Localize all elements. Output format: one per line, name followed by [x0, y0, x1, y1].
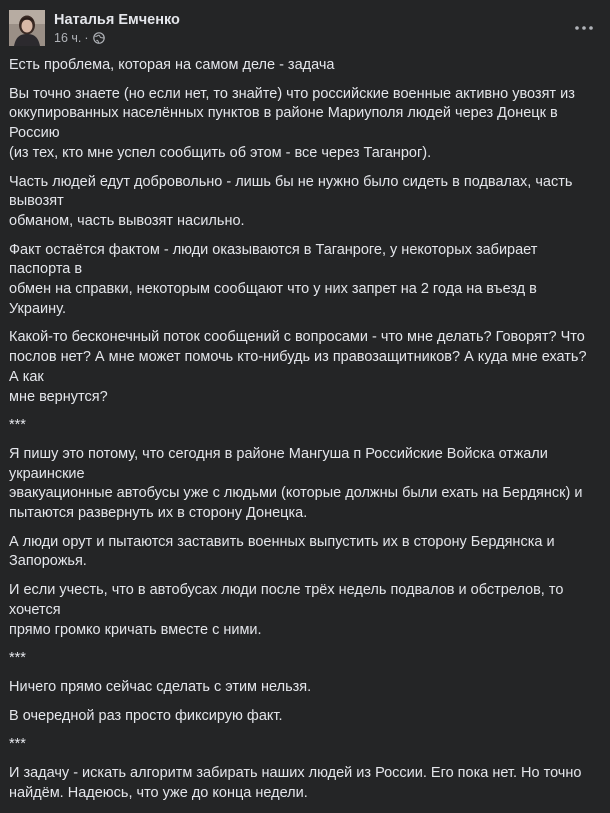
post-paragraph: В очередной раз просто фиксирую факт.: [9, 707, 283, 724]
avatar[interactable]: [9, 10, 45, 46]
post-paragraph: Факт остаётся фактом - люди оказываются в Таганроге, у некоторых забирает паспорта в обмен на справки, некоторым сообщают что у них запрет на 2 года на въезд в Украину.: [9, 241, 538, 317]
post-body: [9, 56, 596, 813]
post-timestamp[interactable]: 16 ч.: [54, 31, 82, 45]
more-options-button[interactable]: [570, 16, 598, 40]
post-paragraph: Ничего прямо сейчас сделать с этим нельзя.: [9, 678, 312, 695]
post-paragraph: А люди орут и пытаются заставить военных выпустить их в сторону Бердянска и Запорожья.: [9, 533, 555, 570]
post-paragraph: Есть проблема, которая на самом деле - задача: [9, 57, 335, 73]
section-divider: ***: [9, 650, 26, 667]
avatar-photo-icon: [9, 10, 45, 46]
section-divider: ***: [9, 736, 26, 753]
post-paragraph: Вы точно знаете (но если нет, то знайте) что российские военные активно увозят из оккупированных населённых пунктов в районе Мариуполя людей через Донецк в Россию (из тех, кто мне успел сообщить об этом - все через Таганрог).: [9, 85, 575, 161]
post-paragraph: И задачу - искать алгоритм забирать наших людей из России. Его пока нет. Но точно найдём. Надеюсь, что уже до конца недели.: [9, 765, 582, 801]
post-paragraph: Какой-то бесконечный поток сообщений с вопросами - что мне делать? Говорят? Что послов нет? А мне может помочь кто-нибудь из правозащитников? А куда мне ехать? А как мне вернутся?: [9, 329, 587, 405]
post-meta: [54, 31, 105, 45]
globe-icon: [93, 32, 105, 44]
post-paragraph: Часть людей едут добровольно - лишь бы не нужно было сидеть в подвалах, часть вывозят обманом, часть вывозят насильно.: [9, 173, 573, 229]
post-paragraph: И если учесть, что в автобусах люди после трёх недель подвалов и обстрелов, то хочется прямо громко кричать вместе с ними.: [9, 582, 564, 638]
section-divider: ***: [9, 417, 26, 434]
meta-separator: ·: [84, 31, 89, 45]
post-paragraph: Я пишу это потому, что сегодня в районе Мангуша п Российские Войска отжали украинские эвакуационные автобусы уже с людьми (которые должны были ехать на Бердянск) и пытаются развернуть их в сторону Донецка.: [9, 445, 583, 522]
author-name[interactable]: Наталья Емченко: [54, 12, 180, 28]
post-header: [9, 10, 598, 50]
more-horizontal-icon: [575, 26, 593, 30]
